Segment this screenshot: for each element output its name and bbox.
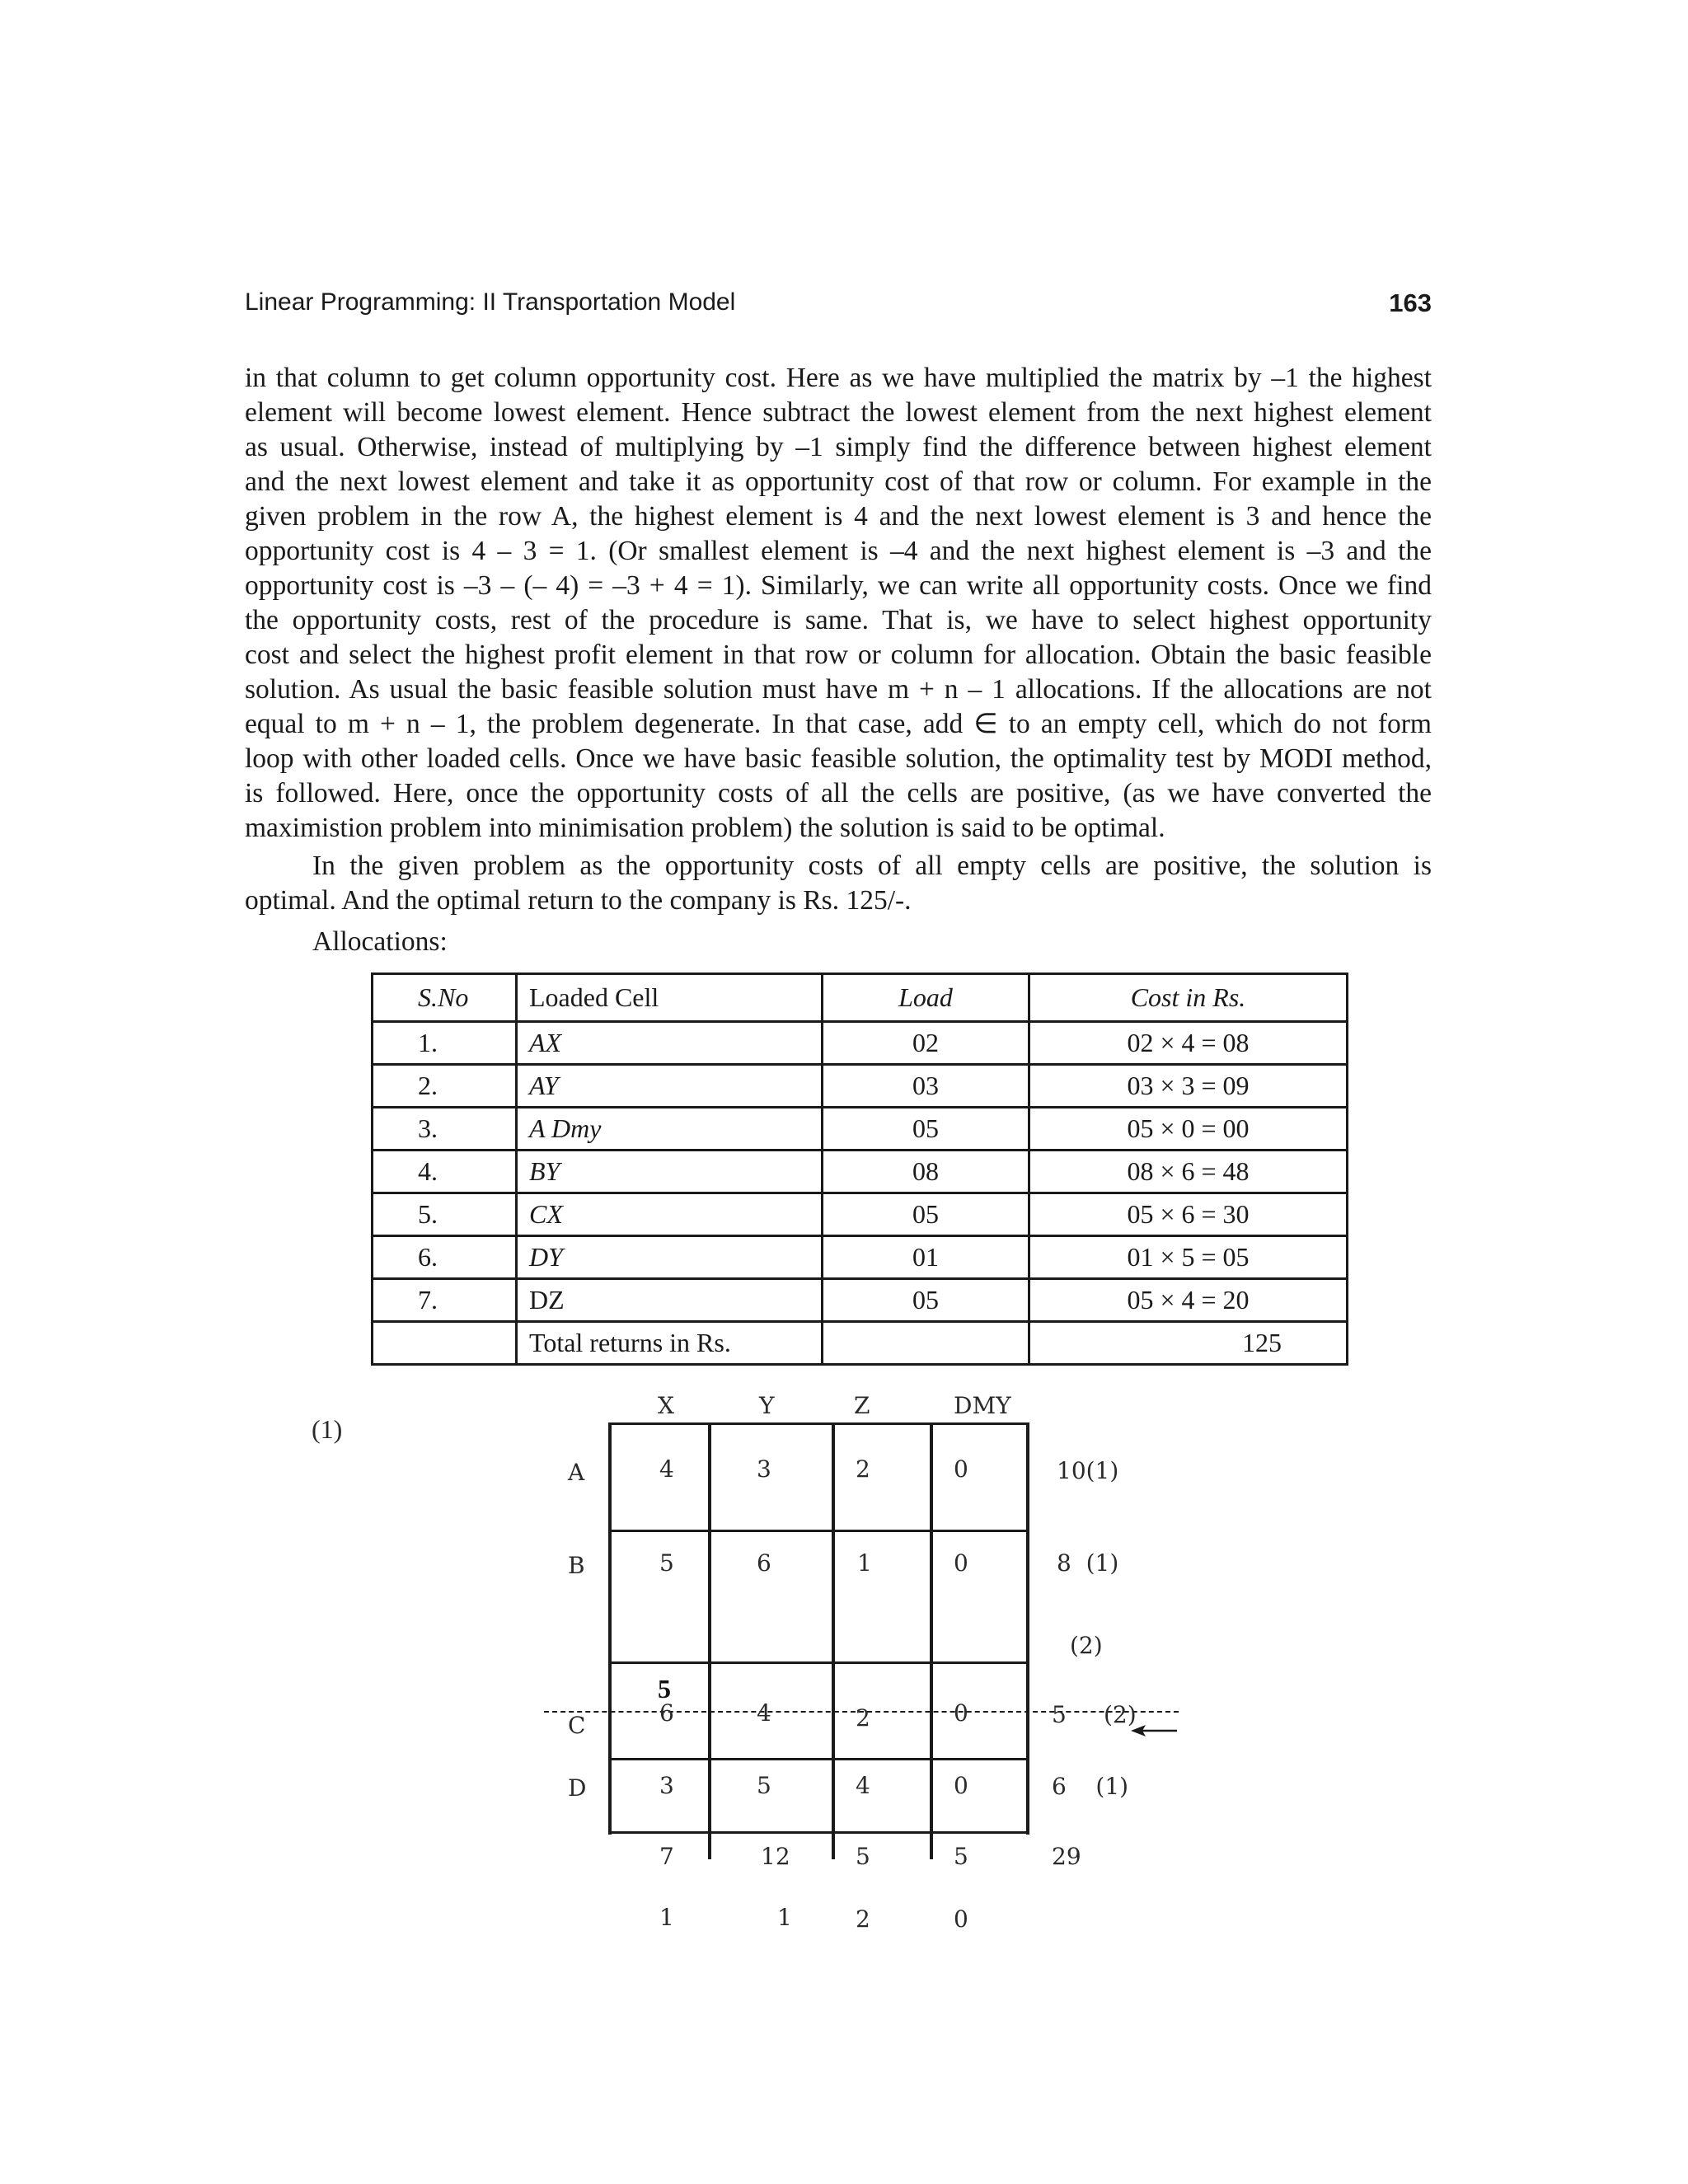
- demand-z: 5: [856, 1843, 870, 1870]
- cell-load: 03: [823, 1065, 1029, 1108]
- cell-sno: 3.: [373, 1108, 517, 1151]
- cell-value: 5: [757, 1772, 771, 1799]
- cell-sno: 4.: [373, 1151, 517, 1193]
- supply-extra-penalty: (2): [1070, 1632, 1103, 1659]
- header-sno: S.No: [373, 974, 517, 1022]
- demand-total: 29: [1052, 1843, 1081, 1870]
- demand-x: 7: [659, 1843, 674, 1870]
- header-cost: Cost in Rs.: [1029, 974, 1348, 1022]
- cell-value: 4: [757, 1699, 771, 1727]
- header-loaded-cell: Loaded Cell: [517, 974, 823, 1022]
- text-line: as usual. Otherwise, instead of multiplying by –1 simply find the difference between highest element: [245, 432, 1432, 462]
- cell-value: 2: [856, 1455, 870, 1483]
- grid-line: [608, 1661, 1029, 1664]
- cell-load: 02: [823, 1022, 1029, 1065]
- cell-sno: 5.: [373, 1193, 517, 1236]
- cell-load: 05: [823, 1279, 1029, 1322]
- text-line: optimal. And the optimal return to the company is Rs. 125/-.: [245, 885, 912, 916]
- step-label: (1): [312, 1414, 343, 1444]
- cell-value: 5: [659, 1549, 674, 1577]
- total-value: 125: [1029, 1322, 1348, 1365]
- grid-line: [708, 1422, 711, 1859]
- text-line: in that column to get column opportunity cost. Here as we have multiplied the matrix by –1 the highest: [245, 363, 1432, 393]
- arrow-left-icon: [1129, 1721, 1179, 1741]
- cell-loaded: CX: [517, 1193, 823, 1236]
- cell-cost: 08 × 6 = 48: [1029, 1151, 1348, 1193]
- grid-line: [608, 1530, 1029, 1532]
- cell-loaded: AY: [517, 1065, 823, 1108]
- cell-cost: 03 × 3 = 09: [1029, 1065, 1348, 1108]
- cell-sno: 1.: [373, 1022, 517, 1065]
- cell-value: 6: [757, 1549, 771, 1577]
- supply-a: 10(1): [1057, 1457, 1119, 1484]
- grid-line: [930, 1422, 933, 1859]
- text-line: is followed. Here, once the opportunity costs of all the cells are positive, (as we have converted the: [245, 778, 1432, 808]
- cell-load: 05: [823, 1108, 1029, 1151]
- page-number: 163: [1389, 288, 1432, 317]
- allocations-label: Allocations:: [312, 926, 448, 957]
- grid-line: [608, 1422, 612, 1835]
- cell-value: 0: [954, 1549, 968, 1577]
- cell-load: 08: [823, 1151, 1029, 1193]
- text-line: equal to m + n – 1, the problem degenerate. In that case, add ∈ to an empty cell, which do not form: [245, 709, 1432, 739]
- cell-value: 3: [757, 1455, 771, 1483]
- text-line: maximistion problem into minimisation problem) the solution is said to be optimal.: [245, 813, 1165, 843]
- cell-value: 0: [954, 1455, 968, 1483]
- col-penalty-z: 2: [856, 1905, 870, 1933]
- allocation-value: 5: [658, 1674, 671, 1704]
- cell-cost: 05 × 4 = 20: [1029, 1279, 1348, 1322]
- row-label-b: B: [568, 1552, 585, 1579]
- row-label-d: D: [568, 1774, 587, 1802]
- col-header-x: X: [658, 1392, 674, 1419]
- col-header-y: Y: [759, 1392, 775, 1419]
- grid-line: [608, 1831, 1029, 1834]
- col-penalty-dmy: 0: [954, 1905, 968, 1933]
- cell-cost: 01 × 5 = 05: [1029, 1236, 1348, 1279]
- cell-value: 2: [856, 1704, 870, 1732]
- cell-load: 05: [823, 1193, 1029, 1236]
- text-line: element will become lowest element. Hence subtract the lowest element from the next highest element: [245, 397, 1432, 428]
- grid-line: [608, 1422, 1029, 1425]
- grid-line: [832, 1422, 835, 1859]
- supply-c: 5: [1052, 1701, 1067, 1728]
- text-line: cost and select the highest profit element in that row or column for allocation. Obtain the basic feasible: [245, 640, 1432, 670]
- cell-value: 1: [857, 1549, 872, 1577]
- grid-line: [608, 1758, 1029, 1760]
- col-penalty-y: 1: [777, 1904, 792, 1931]
- cell-cost: 05 × 6 = 30: [1029, 1193, 1348, 1236]
- cell-sno: 7.: [373, 1279, 517, 1322]
- col-penalty-x: 1: [659, 1904, 674, 1931]
- cell-value: 4: [659, 1455, 674, 1483]
- cell-value: 4: [856, 1772, 870, 1799]
- cell-value: 3: [659, 1772, 674, 1799]
- row-label-a: A: [568, 1459, 585, 1486]
- cell-loaded: A Dmy: [517, 1108, 823, 1151]
- text-line: solution. As usual the basic feasible solution must have m + n – 1 allocations. If the allocations are not: [245, 674, 1432, 705]
- cell-sno: 2.: [373, 1065, 517, 1108]
- cell-value: 6: [659, 1699, 674, 1727]
- cell-loaded: DZ: [517, 1279, 823, 1322]
- text-line: opportunity cost is –3 – (– 4) = –3 + 4 = 1). Similarly, we can write all opportunity costs. Once we find: [245, 570, 1432, 601]
- grid-line: [1026, 1422, 1029, 1835]
- running-head-title: Linear Programming: II Transportation Model: [245, 288, 736, 316]
- cell-cost: 02 × 4 = 08: [1029, 1022, 1348, 1065]
- text-line: and the next lowest element and take it as opportunity cost of that row or column. For example in the: [245, 466, 1432, 497]
- row-label-c: C: [568, 1712, 586, 1739]
- text-line: the opportunity costs, rest of the procedure is same. That is, we have to select highest opportunity: [245, 605, 1432, 635]
- cell-sno: 6.: [373, 1236, 517, 1279]
- text-line: In the given problem as the opportunity costs of all empty cells are positive, the solution is: [312, 851, 1432, 881]
- header-load: Load: [823, 974, 1029, 1022]
- demand-dmy: 5: [954, 1843, 968, 1870]
- cell-value: 0: [954, 1699, 968, 1727]
- supply-b: 8 (1): [1057, 1549, 1119, 1577]
- text-line: opportunity cost is 4 – 3 = 1. (Or smallest element is –4 and the next highest element is –3 and the: [245, 536, 1432, 566]
- col-header-z: Z: [854, 1392, 870, 1419]
- total-label: Total returns in Rs.: [517, 1322, 823, 1365]
- cell-value: 0: [954, 1772, 968, 1799]
- supply-d: 6 (1): [1052, 1773, 1129, 1800]
- col-header-dmy: DMY: [954, 1392, 1011, 1419]
- cell-loaded: DY: [517, 1236, 823, 1279]
- demand-y: 12: [761, 1843, 790, 1870]
- cell-load: 01: [823, 1236, 1029, 1279]
- row-c-penalty: (2): [1104, 1701, 1137, 1728]
- cell-loaded: BY: [517, 1151, 823, 1193]
- text-line: given problem in the row A, the highest element is 4 and the next lowest element is 3 and hence the: [245, 501, 1432, 532]
- text-line: loop with other loaded cells. Once we have basic feasible solution, the optimality test by MODI method,: [245, 743, 1432, 774]
- cell-loaded: AX: [517, 1022, 823, 1065]
- cell-cost: 05 × 0 = 00: [1029, 1108, 1348, 1151]
